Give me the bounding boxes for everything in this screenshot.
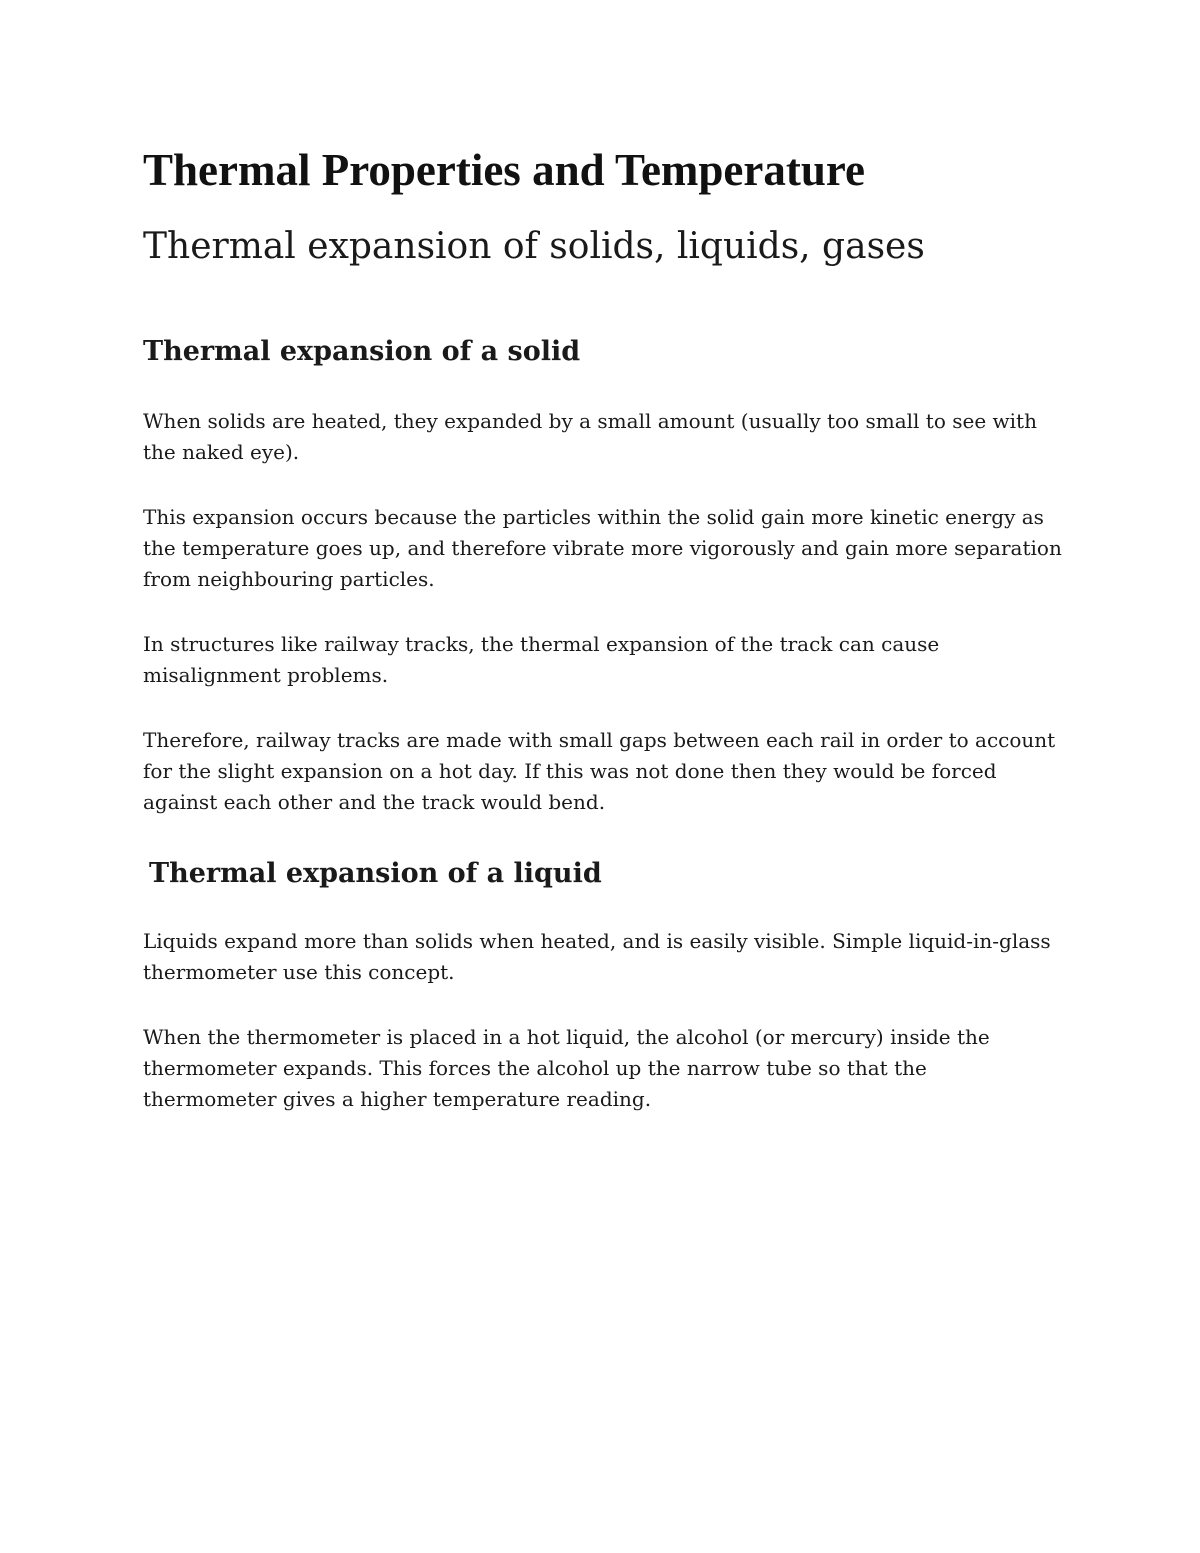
section-liquid: [143, 856, 1063, 1115]
paragraph: Liquids expand more than solids when heated, and is easily visible. Simple liquid-in-glass thermometer use this concept.: [143, 929, 1051, 984]
paragraph: In structures like railway tracks, the thermal expansion of the track can cause misalignment problems.: [143, 632, 940, 687]
document-title: Thermal Properties and Temperature: [143, 145, 866, 195]
document-body: [143, 140, 1063, 1115]
paragraph: This expansion occurs because the particles within the solid gain more kinetic energy as the temperature goes up, and therefore vibrate more vigorously and gain more separation from neighbouring particles.: [143, 505, 1062, 591]
section-solid: [143, 334, 1063, 818]
paragraph: When the thermometer is placed in a hot liquid, the alcohol (or mercury) inside the thermometer expands. This forces the alcohol up the narrow tube so that the thermometer gives a higher temperature reading.: [143, 1025, 990, 1111]
section-heading-solid: Thermal expansion of a solid: [143, 336, 581, 367]
section-heading-liquid: Thermal expansion of a liquid: [149, 858, 602, 889]
paragraph: Therefore, railway tracks are made with small gaps between each rail in order to account for the slight expansion on a hot day. If this was not done then they would be forced against each other and the track would bend.: [143, 728, 1056, 814]
paragraph: When solids are heated, they expanded by a small amount (usually too small to see with the naked eye).: [143, 409, 1037, 464]
document-subtitle: Thermal expansion of solids, liquids, gases: [143, 226, 925, 267]
